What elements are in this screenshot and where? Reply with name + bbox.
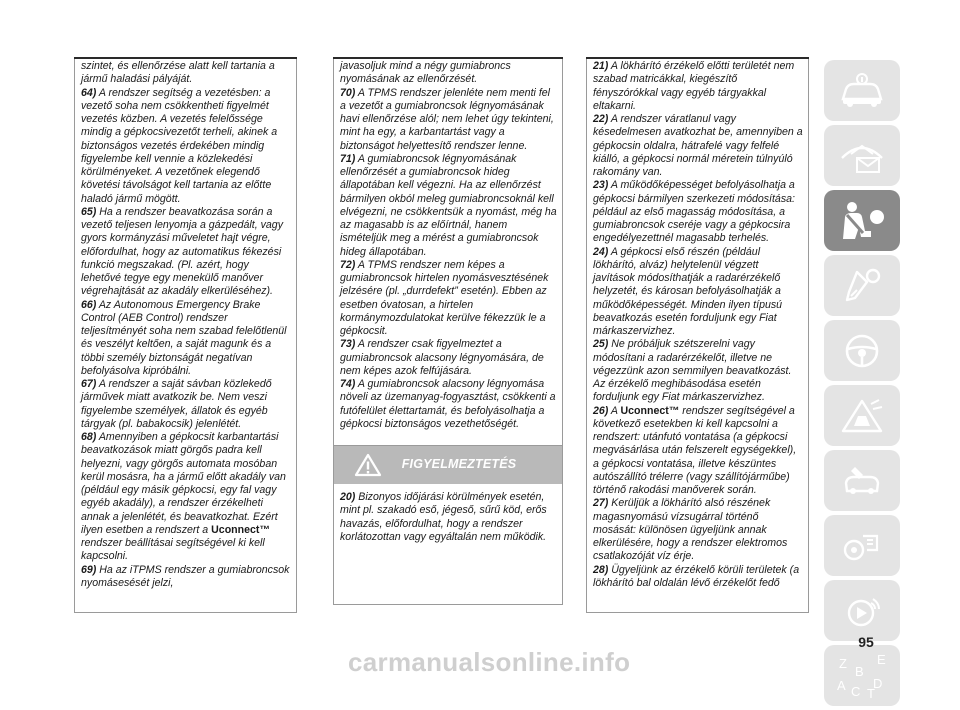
note-23: [593, 179, 803, 245]
note-number: 67): [81, 378, 97, 390]
note-number: 25): [593, 338, 609, 351]
tab-driving[interactable]: [824, 320, 900, 381]
note-28: [593, 564, 803, 591]
paragraph: javasoljuk mind a négy gumiabroncs nyomásának az ellenőrzését.: [340, 60, 511, 86]
note-number: 69): [81, 563, 97, 576]
tab-dashboard[interactable]: [824, 125, 900, 186]
divider: [334, 431, 562, 446]
text-column-2: [333, 57, 563, 605]
note-text: Ne próbáljuk szétszerelni vagy módosítani a radarérzékelőt, illetve ne végezzünk azon semmilyen beavatkozást. Az érzékelő meghibásodása esetén forduljunk egy Fiat márkaszervizhez.: [593, 338, 792, 404]
index-letter: B: [855, 663, 864, 679]
note-number: 73): [340, 338, 356, 351]
chapter-tabs: [824, 60, 900, 710]
note-number: 20): [340, 491, 356, 503]
note-text: A gumiabroncsok légnyomásának ellenőrzését a gumiabroncsok hideg állapotában kell végezni. Ha az ellenőrzést bármilyen okból meleg gumiabroncsoknál kell elvégezni, ne csökkentsük a nyomást, még ha az magasabb is az előírtnál, hanem ismételjük meg a mérést a gumiabroncsok hideg állapotában.: [340, 152, 557, 258]
warning-triangle-icon: [340, 453, 396, 477]
note-text: A gépkocsi első részén (például lökhárító, alváz) helytelenül végzett javítások módosíthatják a radarérzékelő helyzetét, és károsan befolyásolhatják a működőképességét. Minden ilyen típusú beavatkozás esetén forduljunk egy Fiat márkaszervizhez.: [593, 245, 783, 337]
note-64: [81, 87, 291, 206]
note-text: Kerüljük a lökhárító alsó részének magasnyomású vízsugárral történő mosását: különösen ügyeljünk annak elkerülésére, hogy a rendszer elektromos csatlakozóját víz érje.: [593, 497, 788, 563]
note-24: [593, 246, 803, 339]
note-22: [593, 113, 803, 179]
note-text: A rendszer váratlanul vagy késedelmesen avatkozhat be, amennyiben a gépkocsin oldalra, hátrafelé vagy felfelé kiálló, a gépkocsi normál méretein túlnyúló rakomány van.: [593, 113, 803, 178]
watermark: carmanualsonline.info: [348, 647, 631, 677]
note-number: 24): [593, 245, 609, 258]
note-26: [593, 405, 803, 498]
index-letter: C: [851, 683, 861, 699]
dashboard-envelope-icon: [837, 136, 887, 176]
note-text: A gumiabroncsok alacsony légnyomása növeli az üzemanyag-fogyasztást, csökkenti a futófelület élettartamát, és befolyásolhatja a gépkocsi biztonságos vezethetőségét.: [340, 378, 556, 430]
tab-emergency[interactable]: [824, 385, 900, 446]
index-letter: Z: [839, 655, 847, 671]
index-letter: T: [867, 685, 875, 701]
text-column-1: [74, 57, 297, 613]
seatbelt-airbag-icon: [835, 199, 889, 243]
brand-name: Uconnect™: [620, 404, 680, 417]
text-column-3: [586, 57, 809, 613]
warning-title: FIGYELMEZTETÉS: [401, 457, 517, 472]
note-text: Bizonyos időjárási körülmények esetén, mint pl. szakadó eső, jégeső, sűrű köd, erős havazás, előfordulhat, hogy a rendszer korlátozottan vagy egyáltalán nem működik.: [340, 491, 547, 543]
note-number: 74): [340, 378, 356, 390]
note-67: [81, 378, 291, 431]
note-text: A TPMS rendszer nem képes a gumiabroncsok hirtelen nyomásvesztésének jelzésére (pl. „durrdefekt” esetén). Ebben az esetben óvatosan, a hirtelen kormánymozdulatokat kerülve fékezzük le a gépkocsit.: [340, 258, 549, 337]
note-text: A rendszer a saját sávban közlekedő járművek miatt avatkozik be. Nem veszi figyelembe személyek, állatok és egyéb tárgyak (pl. babakocsik) jelenlétét.: [81, 378, 272, 430]
note-text: rendszer segítségével a következő esetekben ki kell kapcsolni a rendszert: utánfutó vontatása (a gépkocsi megvásárlása után felszerelt egységekkel), a gépkocsi vontatása, illetve készüntes autószállító trélerre (vagy szállítójárműbe) történő rakodási manőverek során.: [593, 404, 797, 496]
note-68: [81, 431, 291, 564]
tab-index[interactable]: [824, 645, 900, 706]
note-65: [81, 206, 291, 299]
note-number: 23): [593, 179, 609, 192]
note-66: [81, 299, 291, 379]
note-number: 27): [593, 497, 609, 510]
note-number: 65): [81, 205, 97, 218]
note-text: A rendszer csak figyelmeztet a gumiabroncsok alacsony légnyomására, de nem képes azok felfújására.: [340, 338, 544, 377]
note-number: 68): [81, 431, 97, 443]
note-number: 72): [340, 258, 356, 271]
tab-maintenance[interactable]: [824, 450, 900, 511]
steering-wheel-icon: [837, 331, 887, 371]
hazard-triangle-icon: [837, 396, 887, 436]
note-27: [593, 497, 803, 563]
note-number: 71): [340, 152, 356, 165]
tab-multimedia[interactable]: [824, 580, 900, 641]
note-number: 70): [340, 86, 356, 99]
warning-header: [334, 446, 562, 484]
index-letter: A: [837, 677, 846, 693]
note-73: [340, 338, 557, 378]
warning-body: [340, 484, 557, 544]
note-72: [340, 259, 557, 339]
note-number: 28): [593, 563, 609, 576]
note-text: Amennyiben a gépkocsit karbantartási beavatkozások miatt görgős padra kell helyezni, vagy görgős automata mosóban kerül mosásra, ha a jármű előtt akadály van (például egy másik gépkocsi, egy fal vagy egyéb akadály), a rendszer érzékelheti annak a jelenlétét, és beavatkozhat. Ezért ilyen esetben a rendszert a: [81, 431, 286, 536]
multimedia-icon: [837, 591, 887, 631]
note-number: 64): [81, 86, 97, 99]
note-21: [593, 60, 803, 113]
note-text: rendszer beállításai segítségével ki kell kapcsolni.: [81, 537, 265, 563]
note-text: A TPMS rendszer jelenléte nem menti fel a vezetőt a gumiabroncsok légnyomásának havi ellenőrzése alól; nem lehet úgy tekinteni, mint ha egy, a karbantartást vagy a biztonságot helyettesítő rendszer lenne.: [340, 86, 554, 152]
note-text: Az Autonomous Emergency Brake Control (AEB Control) rendszer teljesítményét soha nem szabad felelőtlenül és veszélyt keltően, a saját magunk és a többi személy biztonságát negatívan befolyásolva kipróbálni.: [81, 298, 287, 377]
note-74: [340, 378, 557, 431]
paragraph: szintet, és ellenőrzése alatt kell tartania a jármű haladási pályáját.: [81, 60, 275, 86]
tab-safety[interactable]: [824, 190, 900, 251]
note-number: 22): [593, 113, 609, 125]
note-text: Ügyeljünk az érzékelő körüli területek (a lökhárító bal oldalán lévő érzékelőt fedő: [593, 563, 800, 589]
tab-technical-data[interactable]: [824, 515, 900, 576]
note-69: [81, 564, 291, 591]
tab-start[interactable]: [824, 255, 900, 316]
note-number: 21): [593, 60, 609, 72]
tab-car-info[interactable]: [824, 60, 900, 121]
alphabetical-index-icon: [829, 650, 895, 702]
key-ignition-icon: [837, 266, 887, 306]
note-70: [340, 87, 557, 153]
note-20: [340, 491, 557, 544]
technical-data-icon: [837, 526, 887, 566]
note-text: Ha a rendszer beavatkozása során a vezető teljesen lenyomja a gázpedált, vagy gyors kormányzási műveletet hajt végre, előfordulhat, hogy az automatikus fékezési funkció megszakad. (Pl. azért, hogy lehetővé tegye egy menekülő manőver végrehajtását az akadály elkerüléséhez).: [81, 205, 283, 298]
note-text: A lökhárító érzékelő előtti területét nem szabad matricákkal, kiegészítő fényszórókkal vagy egyéb tárgyakkal eltakarni.: [593, 60, 795, 112]
index-letter: E: [877, 651, 886, 667]
note-25: [593, 338, 803, 404]
note-text: A: [608, 404, 621, 417]
brand-name: Uconnect™: [211, 523, 271, 536]
note-text: A rendszer segítség a vezetésben: a vezető soha nem csökkentheti figyelmét vezetés közben. A vezetés felelőssége mindig a gépkocsivezetőt terheli, akinek a biztonságos vezetés érdekében mindig figyelembe kell vennie a közlekedési körülményeket. A vezetőnek elegendő követési távolságot kell tartania az előtte haladó jármű mögött.: [81, 86, 278, 205]
note-text: A működőképességet befolyásolhatja a gépkocsi bármilyen szerkezeti módosítása: például az első magasság módosítása, a gumiabroncsok cseréje vagy a gépkocsira engedélyezettnél magasabb terhelés.: [593, 179, 795, 245]
car-info-icon: [837, 71, 887, 111]
page-number: 95: [858, 634, 874, 650]
note-text: Ha az iTPMS rendszer a gumiabroncsok nyomásesését jelzi,: [81, 563, 290, 589]
note-number: 66): [81, 298, 97, 311]
note-number: 26): [593, 404, 609, 417]
note-71: [340, 153, 557, 259]
wrench-car-icon: [837, 461, 887, 501]
index-letter: D: [873, 675, 883, 691]
